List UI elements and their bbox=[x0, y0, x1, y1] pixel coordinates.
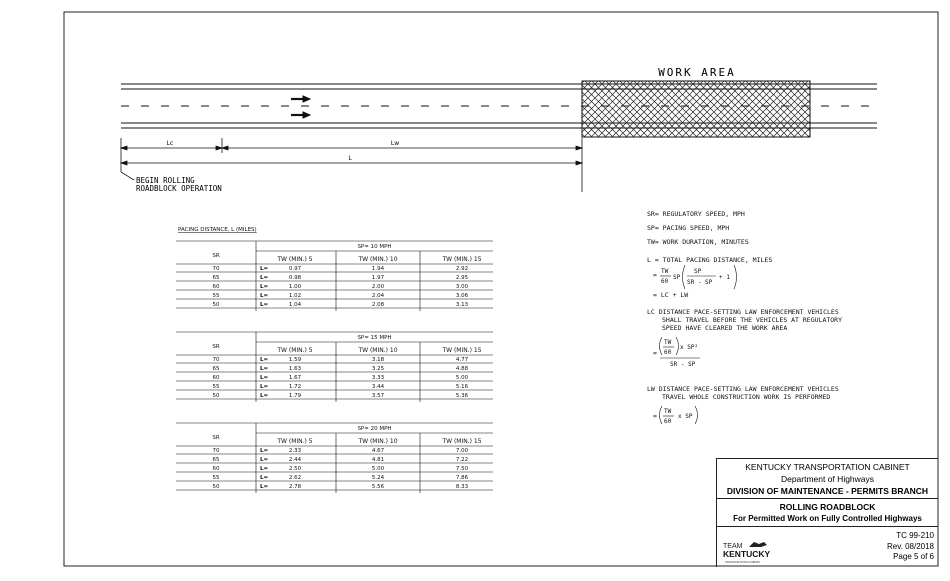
l-cell: L= bbox=[260, 357, 269, 363]
value-cell: 7.00 bbox=[455, 448, 469, 454]
value-cell: 1.00 bbox=[288, 284, 302, 290]
sr-cell: 50 bbox=[212, 393, 220, 399]
value-cell: 4.67 bbox=[371, 448, 385, 454]
formula-tw: TW bbox=[661, 268, 669, 275]
sr-cell: 50 bbox=[212, 484, 220, 490]
value-cell: 2.62 bbox=[288, 475, 302, 481]
lc-tw: TW bbox=[664, 339, 672, 346]
sr-cell: 60 bbox=[212, 466, 220, 472]
value-cell: 3.57 bbox=[371, 393, 385, 399]
formula-sp: SP bbox=[673, 274, 681, 281]
drawing-title: ROLLING ROADBLOCK bbox=[779, 502, 876, 512]
sr-cell: 65 bbox=[212, 275, 220, 281]
formula-eq: = bbox=[653, 271, 657, 279]
l-cell: L= bbox=[260, 375, 269, 381]
value-cell: 7.22 bbox=[455, 457, 469, 463]
legend-sr: SR= REGULATORY SPEED, MPH bbox=[647, 210, 745, 218]
begin-label-1: BEGIN ROLLING bbox=[136, 176, 195, 185]
value-cell: 3.18 bbox=[371, 357, 385, 363]
drawing-subtitle: For Permitted Work on Fully Controlled Highways bbox=[717, 513, 938, 527]
value-cell: 1.02 bbox=[288, 293, 302, 299]
page-number: Page 5 of 6 bbox=[893, 552, 934, 561]
lc-60: 60 bbox=[664, 349, 672, 356]
title-block-footer bbox=[717, 530, 938, 567]
value-cell: 4.88 bbox=[455, 366, 469, 372]
sr-cell: 55 bbox=[212, 293, 220, 299]
department-name: Department of Highways bbox=[780, 474, 875, 484]
value-cell: 3.06 bbox=[455, 293, 469, 299]
tw-col-header: TW (MIN.) 15 bbox=[442, 438, 482, 445]
sr-cell: 70 bbox=[212, 357, 220, 363]
l-cell: L= bbox=[260, 275, 269, 281]
logo-team-text: TEAM bbox=[723, 543, 743, 550]
sr-header: SR bbox=[212, 344, 220, 350]
sr-cell: 65 bbox=[212, 366, 220, 372]
value-cell: 2.08 bbox=[371, 302, 385, 308]
tw-col-header: TW (MIN.) 15 bbox=[442, 256, 482, 263]
formula-sp-num: SP bbox=[694, 268, 702, 275]
tw-col-header: TW (MIN.) 10 bbox=[358, 256, 398, 263]
value-cell: 5.00 bbox=[371, 466, 385, 472]
sr-header: SR bbox=[212, 435, 220, 441]
sr-cell: 60 bbox=[212, 375, 220, 381]
value-cell: 2.78 bbox=[288, 484, 302, 490]
value-cell: 1.97 bbox=[371, 275, 385, 281]
value-cell: 0.97 bbox=[288, 266, 302, 272]
l-cell: L= bbox=[260, 457, 269, 463]
formula-plus-one: + 1 bbox=[719, 274, 730, 281]
lw-eq: = bbox=[653, 412, 657, 420]
l-cell: L= bbox=[260, 366, 269, 372]
tw-col-header: TW (MIN.) 5 bbox=[277, 347, 313, 354]
value-cell: 5.36 bbox=[455, 393, 469, 399]
value-cell: 1.67 bbox=[288, 375, 302, 381]
value-cell: 3.13 bbox=[455, 302, 469, 308]
lw-60: 60 bbox=[664, 418, 672, 425]
sp-header: SP= 20 MPH bbox=[357, 426, 392, 432]
value-cell: 1.79 bbox=[288, 393, 302, 399]
l-cell: L= bbox=[260, 484, 269, 490]
dim-lc-label: Lc bbox=[166, 140, 174, 147]
l-cell: L= bbox=[260, 266, 269, 272]
value-cell: 3.44 bbox=[371, 384, 385, 390]
tw-col-header: TW (MIN.) 5 bbox=[277, 438, 313, 445]
doc-meta bbox=[887, 531, 934, 563]
team-kentucky-logo bbox=[723, 539, 775, 565]
value-cell: 7.50 bbox=[455, 466, 469, 472]
formula-60: 60 bbox=[661, 278, 669, 285]
lw-tw: TW bbox=[664, 408, 672, 415]
l-cell: L= bbox=[260, 393, 269, 399]
l-cell: L= bbox=[260, 448, 269, 454]
value-cell: 1.63 bbox=[288, 366, 302, 372]
value-cell: 5.16 bbox=[455, 384, 469, 390]
kentucky-map-icon bbox=[749, 542, 767, 547]
dim-l-label: L bbox=[348, 155, 352, 162]
formula-l-sum: = LC + LW bbox=[653, 291, 689, 299]
work-area-label: WORK AREA bbox=[658, 66, 736, 79]
formula-sr-sp: SR - SP bbox=[687, 279, 713, 286]
value-cell: 5.00 bbox=[455, 375, 469, 381]
value-cell: 1.04 bbox=[288, 302, 302, 308]
l-cell: L= bbox=[260, 302, 269, 308]
l-cell: L= bbox=[260, 475, 269, 481]
sr-header: SR bbox=[212, 253, 220, 259]
logo-sub-text: TRANSPORTATION CABINET bbox=[725, 561, 761, 564]
sr-cell: 55 bbox=[212, 384, 220, 390]
lw-def-2: TRAVEL WHOLE CONSTRUCTION WORK IS PERFORMED bbox=[662, 393, 831, 401]
sr-cell: 60 bbox=[212, 284, 220, 290]
value-cell: 8.33 bbox=[455, 484, 469, 490]
doc-number: TC 99-210 bbox=[896, 531, 934, 540]
value-cell: 0.98 bbox=[288, 275, 302, 281]
sr-cell: 50 bbox=[212, 302, 220, 308]
value-cell: 1.94 bbox=[371, 266, 385, 272]
l-cell: L= bbox=[260, 466, 269, 472]
legend-sp: SP= PACING SPEED, MPH bbox=[647, 224, 730, 232]
agency-name: KENTUCKY TRANSPORTATION CABINET bbox=[745, 462, 910, 472]
tw-col-header: TW (MIN.) 15 bbox=[442, 347, 482, 354]
value-cell: 3.25 bbox=[371, 366, 385, 372]
begin-label-2: ROADBLOCK OPERATION bbox=[136, 184, 222, 193]
value-cell: 7.86 bbox=[455, 475, 469, 481]
value-cell: 2.04 bbox=[371, 293, 385, 299]
legend-tw: TW= WORK DURATION, MINUTES bbox=[647, 238, 749, 246]
logo-state-text: KENTUCKY bbox=[723, 549, 771, 559]
sp-header: SP= 15 MPH bbox=[357, 335, 392, 341]
lw-def-1: LW DISTANCE PACE-SETTING LAW ENFORCEMENT VEHICLES bbox=[647, 385, 839, 393]
sp-header: SP= 10 MPH bbox=[357, 244, 392, 250]
value-cell: 1.72 bbox=[288, 384, 302, 390]
lc-eq: = bbox=[653, 349, 657, 357]
tw-col-header: TW (MIN.) 5 bbox=[277, 256, 313, 263]
value-cell: 5.56 bbox=[371, 484, 385, 490]
tw-col-header: TW (MIN.) 10 bbox=[358, 438, 398, 445]
lc-times-sp2: x SP² bbox=[680, 344, 699, 351]
sr-cell: 65 bbox=[212, 457, 220, 463]
value-cell: 2.33 bbox=[288, 448, 302, 454]
division-name: DIVISION OF MAINTENANCE - PERMITS BRANCH bbox=[717, 485, 938, 499]
value-cell: 3.00 bbox=[455, 284, 469, 290]
legend bbox=[647, 210, 842, 425]
value-cell: 1.59 bbox=[288, 357, 302, 363]
l-cell: L= bbox=[260, 384, 269, 390]
value-cell: 2.44 bbox=[288, 457, 302, 463]
lw-times-sp: x SP bbox=[678, 413, 693, 420]
lc-def-3: SPEED HAVE CLEARED THE WORK AREA bbox=[662, 324, 788, 332]
l-cell: L= bbox=[260, 284, 269, 290]
value-cell: 2.50 bbox=[288, 466, 302, 472]
table-title: PACING DISTANCE, L (MILES) bbox=[178, 227, 257, 233]
legend-l-def: L = TOTAL PACING DISTANCE, MILES bbox=[647, 256, 773, 264]
sr-cell: 70 bbox=[212, 266, 220, 272]
value-cell: 3.33 bbox=[371, 375, 385, 381]
value-cell: 2.00 bbox=[371, 284, 385, 290]
value-cell: 2.92 bbox=[455, 266, 469, 272]
value-cell: 4.77 bbox=[455, 357, 469, 363]
sr-cell: 70 bbox=[212, 448, 220, 454]
lc-def-2: SHALL TRAVEL BEFORE THE VEHICLES AT REGULATORY bbox=[662, 316, 843, 324]
l-cell: L= bbox=[260, 293, 269, 299]
sr-cell: 55 bbox=[212, 475, 220, 481]
pacing-distance-table bbox=[176, 227, 493, 493]
tw-col-header: TW (MIN.) 10 bbox=[358, 347, 398, 354]
traffic-arrow-icon bbox=[291, 96, 310, 118]
dim-lw-label: Lw bbox=[390, 140, 400, 147]
value-cell: 4.81 bbox=[371, 457, 385, 463]
work-area-hatch bbox=[582, 81, 810, 137]
value-cell: 5.24 bbox=[371, 475, 385, 481]
lc-def-1: LC DISTANCE PACE-SETTING LAW ENFORCEMENT VEHICLES bbox=[647, 308, 839, 316]
lc-den: SR - SP bbox=[670, 361, 696, 368]
value-cell: 2.95 bbox=[455, 275, 469, 281]
title-block bbox=[716, 458, 938, 567]
revision: Rev. 08/2018 bbox=[887, 541, 934, 551]
